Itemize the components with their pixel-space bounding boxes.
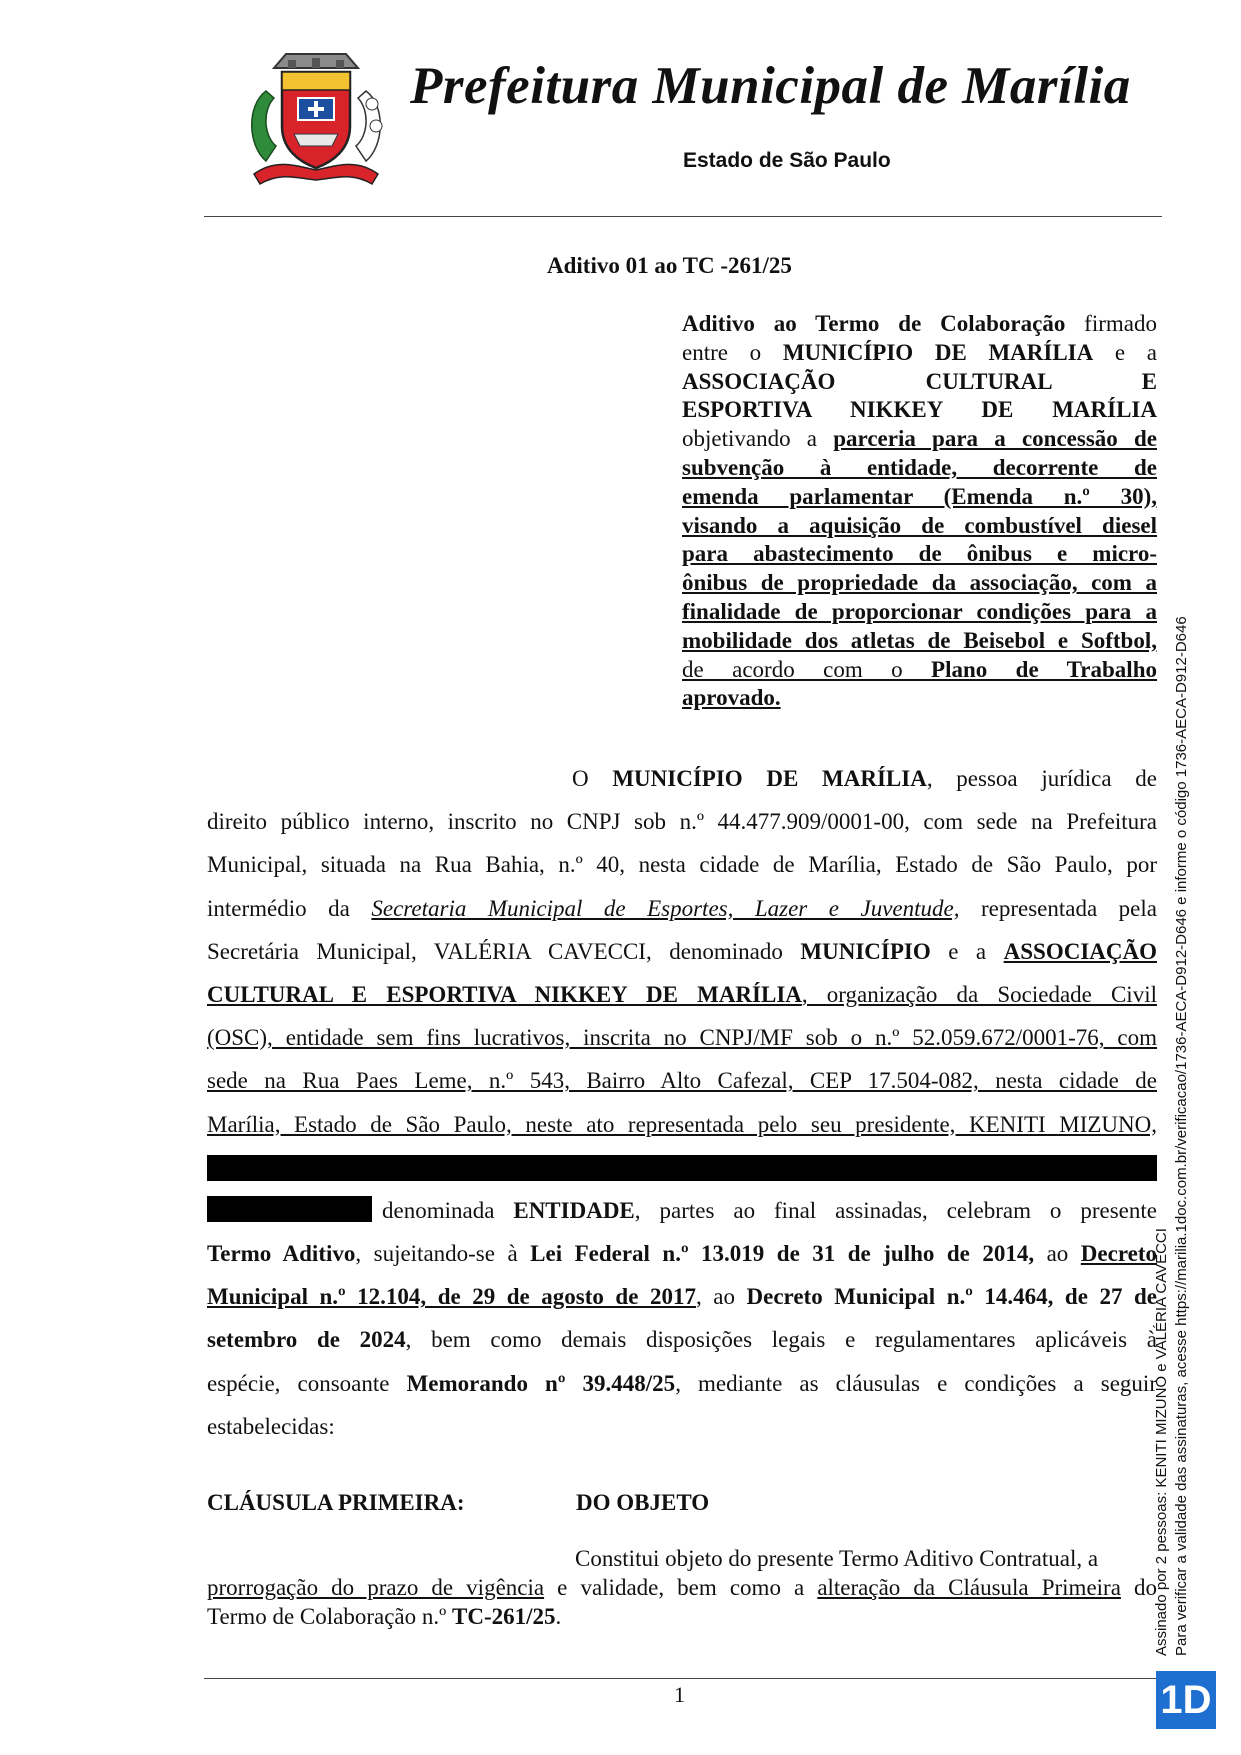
1doc-logo-icon[interactable]: 1D bbox=[1156, 1671, 1216, 1729]
clause-line: Termo de Colaboração n.º TC-261/25. bbox=[207, 1603, 562, 1629]
summary-line: aprovado. bbox=[682, 685, 781, 711]
body-line: Municipal, situada na Rua Bahia, n.º 40, nesta cidade de Marília, Estado de São Paulo, por bbox=[207, 852, 1157, 878]
clause-text bbox=[207, 1545, 1157, 1631]
summary-line: subvenção à entidade, decorrente de bbox=[682, 454, 1157, 480]
body-line: setembro de 2024, bem como demais disposições legais e regulamentares aplicáveis à bbox=[207, 1327, 1157, 1353]
coat-of-arms-icon bbox=[236, 46, 396, 192]
clause-label: DO OBJETO bbox=[576, 1490, 710, 1515]
body-line: Secretária Municipal, VALÉRIA CAVECCI, denominado MUNICÍPIO e a ASSOCIAÇÃO bbox=[207, 938, 1157, 964]
summary-line: Aditivo ao Termo de Colaboração firmado bbox=[682, 311, 1157, 336]
body-line: estabelecidas: bbox=[207, 1413, 335, 1439]
clause-number: CLÁUSULA PRIMEIRA: bbox=[207, 1490, 465, 1515]
summary-line: emenda parlamentar (Emenda n.º 30), bbox=[682, 483, 1157, 509]
summary-line: ASSOCIAÇÃO CULTURAL E bbox=[682, 368, 1157, 394]
redaction-bar bbox=[207, 1196, 372, 1222]
summary-line: mobilidade dos atletas de Beisebol e Softbol, bbox=[682, 627, 1157, 653]
signature-verification-link[interactable]: Para verificar a validade das assinaturas, acesse https://marilia.1doc.com.br/verificacao/1736-AECA-D912-D646 e informe o código 1736-AECA-D912-D646 bbox=[1173, 616, 1190, 1656]
clause-line: Constitui objeto do presente Termo Aditivo Contratual, a bbox=[575, 1546, 1099, 1571]
body-paragraph bbox=[207, 757, 1157, 1448]
summary-line: entre o MUNICÍPIO DE MARÍLIA e a bbox=[682, 339, 1158, 365]
body-line: direito público interno, inscrito no CNPJ sob n.º 44.477.909/0001-00, com sede na Prefeitura bbox=[207, 809, 1157, 835]
body-line: Termo Aditivo, sujeitando-se à Lei Federal n.º 13.019 de 31 de julho de 2014, ao Decreto bbox=[207, 1241, 1157, 1267]
body-line: (OSC), entidade sem fins lucrativos, inscrita no CNPJ/MF sob o n.º 52.059.672/0001-76, com bbox=[207, 1025, 1157, 1051]
header-divider bbox=[204, 216, 1162, 217]
body-line: sede na Rua Paes Leme, n.º 543, Bairro Alto Cafezal, CEP 17.504-082, nesta cidade de bbox=[207, 1068, 1157, 1094]
document-title: Aditivo 01 ao TC -261/25 bbox=[547, 253, 792, 278]
summary-line: objetivando a parceria para a concessão de bbox=[682, 426, 1158, 452]
page-number: 1 bbox=[674, 1682, 685, 1707]
clause-line: prorrogação do prazo de vigência e validade, bem como a alteração da Cláusula Primeira do bbox=[207, 1574, 1157, 1600]
summary-line: ônibus de propriedade da associação, com a bbox=[682, 570, 1157, 596]
body-line: intermédio da Secretaria Municipal de Esportes, Lazer e Juventude, representada pela bbox=[207, 895, 1157, 921]
summary-block bbox=[682, 310, 1157, 713]
summary-line: visando a aquisição de combustível diesel bbox=[682, 512, 1157, 538]
summary-line: finalidade de proporcionar condições para a bbox=[682, 598, 1157, 624]
state-subtitle: Estado de São Paulo bbox=[683, 149, 891, 172]
body-line: O MUNICÍPIO DE MARÍLIA, pessoa jurídica de bbox=[572, 766, 1157, 791]
summary-line: de acordo com o Plano de Trabalho bbox=[682, 656, 1157, 682]
body-line: espécie, consoante Memorando nº 39.448/25, mediante as cláusulas e condições a seguir bbox=[207, 1370, 1157, 1396]
signature-stamp-line: Assinado por 2 pessoas: KENITI MIZUNO e VALÉRIA CAVECCI bbox=[1153, 1228, 1170, 1656]
page-title: Prefeitura Municipal de Marília bbox=[410, 57, 1131, 115]
body-line: CULTURAL E ESPORTIVA NIKKEY DE MARÍLIA, organização da Sociedade Civil bbox=[207, 982, 1157, 1008]
body-line: Municipal n.º 12.104, de 29 de agosto de 2017, ao Decreto Municipal n.º 14.464, de 27 de bbox=[207, 1284, 1157, 1310]
body-line: denominada ENTIDADE, partes ao final assinadas, celebram o presente bbox=[207, 1189, 1157, 1232]
body-line: Marília, Estado de São Paulo, neste ato representada pelo seu presidente, KENITI MIZUNO, bbox=[207, 1111, 1157, 1137]
redaction-bar bbox=[207, 1155, 1157, 1181]
summary-line: para abastecimento de ônibus e micro- bbox=[682, 541, 1157, 567]
signature-stamp bbox=[1152, 616, 1192, 1656]
footer-divider bbox=[204, 1678, 1162, 1679]
summary-line: ESPORTIVA NIKKEY DE MARÍLIA bbox=[682, 397, 1157, 423]
